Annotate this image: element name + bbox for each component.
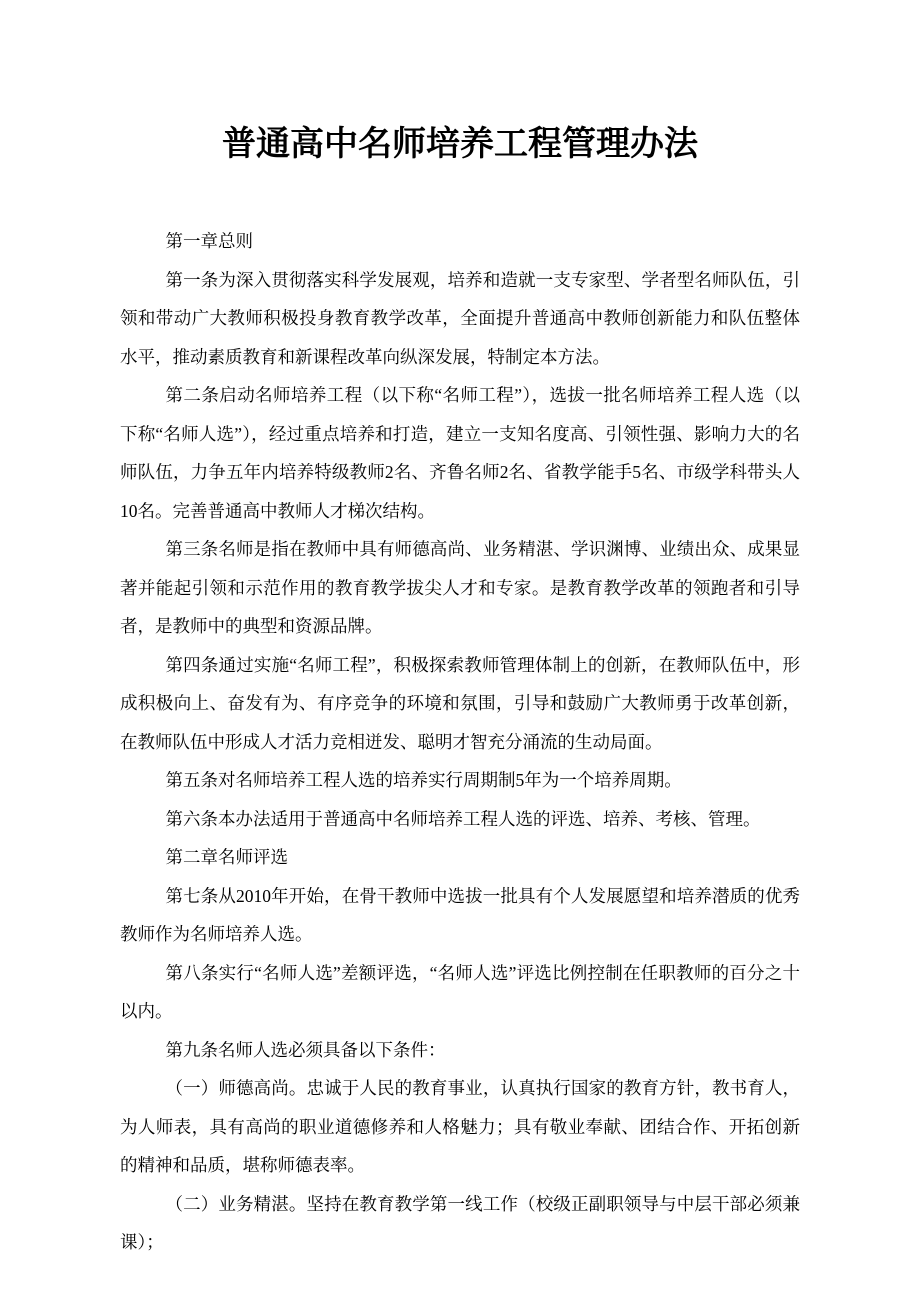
paragraph: 第一条为深入贯彻落实科学发展观，培养和造就一支专家型、学者型名师队伍，引领和带动广大教师积极投身教育教学改革，全面提升普通高中教师创新能力和队伍整体水平，推动素质教育和新课程改革向纵深发展，特制定本方法。 <box>120 269 800 367</box>
paragraph: 第六条本办法适用于普通高中名师培养工程人选的评选、培养、考核、管理。 <box>165 808 761 829</box>
paragraph: 第五条对名师培养工程人选的培养实行周期制5年为一个培养周期。 <box>165 770 682 790</box>
paragraph: 第八条实行“名师人选”差额评选，“名师人选”评选比例控制在任职教师的百分之十以内。 <box>120 962 800 1021</box>
paragraph: 第四条通过实施“名师工程”，积极探索教师管理体制上的创新，在教师队伍中，形成积极向上、奋发有为、有序竞争的环境和氛围，引导和鼓励广大教师勇于改革创新，在教师队伍中形成人才活力竞相迸发、聪明才智充分涌流的生动局面。 <box>120 654 800 752</box>
paragraph: 第三条名师是指在教师中具有师德高尚、业务精湛、学识渊博、业绩出众、成果显著并能起引领和示范作用的教育教学拔尖人才和专家。是教育教学改革的领跑者和引导者，是教师中的典型和资源品牌。 <box>120 539 800 636</box>
document-title: 普通高中名师培养工程管理办法 <box>222 126 698 163</box>
paragraph: 第七条从2010年开始，在骨干教师中选拔一批具有个人发展愿望和培养潜质的优秀教师作为名师培养人选。 <box>120 885 800 944</box>
paragraph: 第二章名师评选 <box>165 847 288 867</box>
paragraph: 第九条名师人选必须具备以下条件： <box>165 1039 446 1060</box>
paragraph: 第二条启动名师培养工程（以下称“名师工程”），选拔一批名师培养工程人选（以下称“名师人选”），经过重点培养和打造，建立一支知名度高、引领性强、影响力大的名师队伍，力争五年内培养特级教师2名、齐鲁名师2名、省教学能手5名、市级学科带头人10名。完善普通高中教师人才梯次结构。 <box>120 385 800 521</box>
paragraph: （一）师德高尚。忠诚于人民的教育事业，认真执行国家的教育方针，教书育人，为人师表，具有高尚的职业道德修养和人格魅力；具有敬业奉献、团结合作、开拓创新的精神和品质，堪称师德表率。 <box>120 1078 800 1175</box>
document-body <box>120 222 800 1262</box>
paragraph: 第一章总则 <box>165 231 253 251</box>
paragraph: （二）业务精湛。坚持在教育教学第一线工作（校级正副职领导与中层干部必须兼课）； <box>120 1193 800 1252</box>
